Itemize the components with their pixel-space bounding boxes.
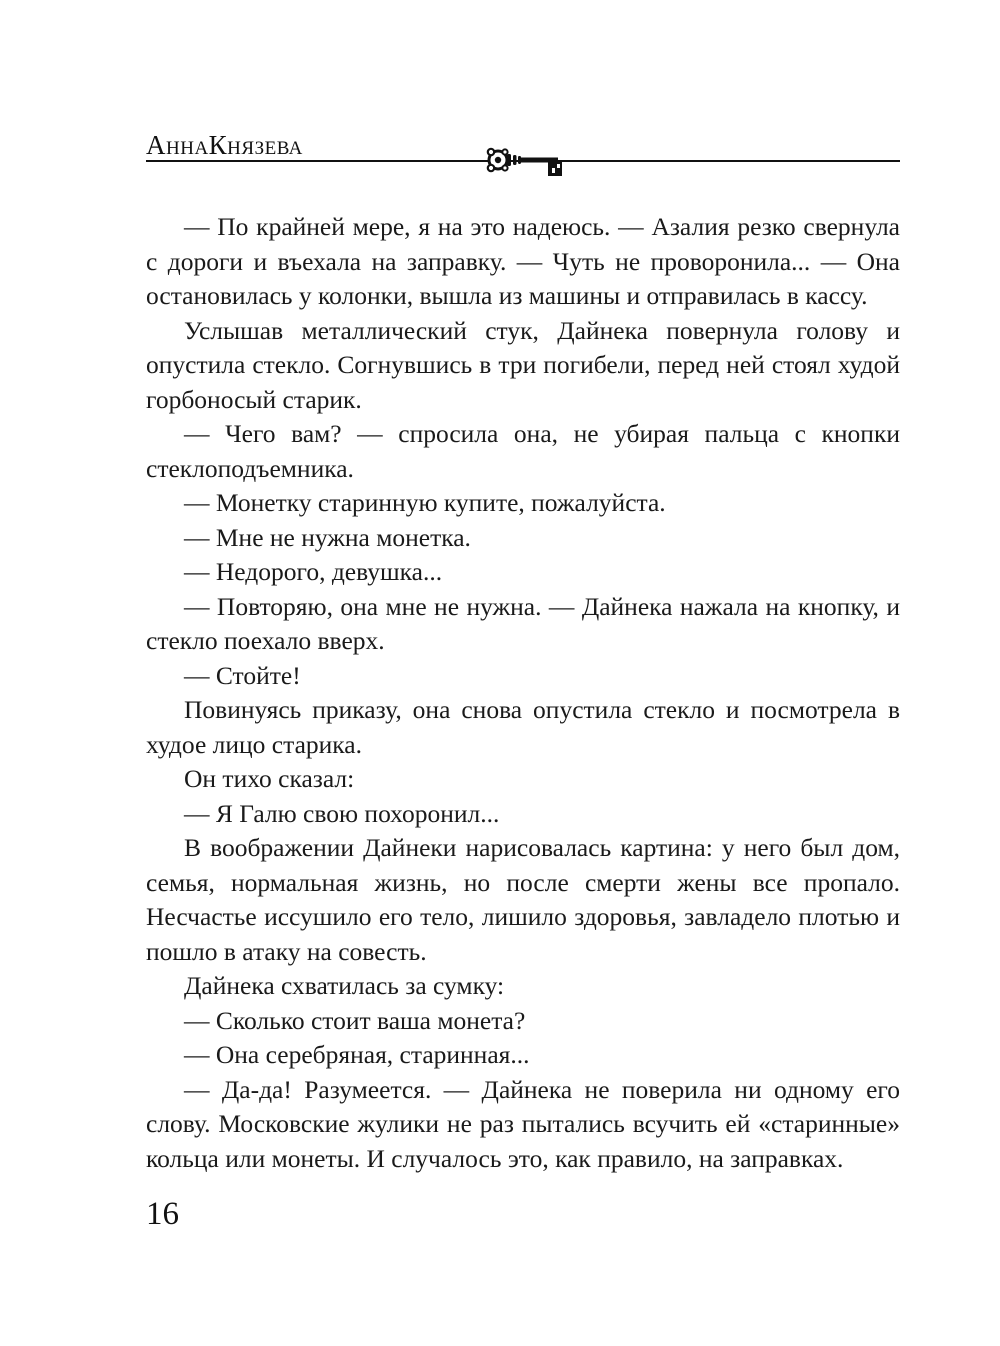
paragraph: Он тихо сказал: bbox=[184, 764, 355, 793]
paragraph: — Недорого, девушка... bbox=[184, 557, 443, 586]
paragraph: Повинуясь приказу, она снова опустила стекло и посмотрела в худое лицо старика. bbox=[146, 695, 900, 759]
paragraph: — Сколько стоит ваша монета? bbox=[184, 1005, 526, 1035]
paragraph: — Я Галю свою похоронил... bbox=[184, 798, 500, 828]
paragraph: В воображении Дайнеки нарисовалась картина: у него был дом, семья, нормальная жизнь, но после смерти жены все пропало. Несчастье иссушило его тело, лишило здоровья, завладело плотью и пошло в атаку на совесть. bbox=[146, 833, 900, 966]
paragraph: — Стойте! bbox=[184, 660, 301, 690]
page-number: 16 bbox=[146, 1196, 179, 1232]
paragraph: — Она серебряная, старинная... bbox=[184, 1040, 530, 1069]
page-body bbox=[146, 210, 900, 1176]
paragraph: — Мне не нужна монетка. bbox=[184, 522, 471, 552]
paragraph: — Чего вам? — спросила она, не убирая пальца с кнопки стеклоподъемника. bbox=[146, 419, 900, 483]
paragraph: — Монетку старинную купите, пожалуйста. bbox=[184, 488, 666, 517]
paragraph: Услышав металлический стук, Дайнека повернула голову и опустила стекло. Согнувшись в три погибели, перед ней стоял худой горбоносый старик. bbox=[146, 315, 900, 414]
running-header bbox=[146, 124, 900, 184]
key-ornament-icon bbox=[486, 144, 578, 184]
paragraph: Дайнека схватилась за сумку: bbox=[184, 971, 505, 1000]
paragraph: — Повторяю, она мне не нужна. — Дайнека нажала на кнопку, и стекло поехало вверх. bbox=[146, 591, 900, 655]
paragraph: — Да-да! Разумеется. — Дайнека не поверила ни одному его слову. Московские жулики не раз пытались всучить ей «старинные» кольца или монеты. И случалось это, как правило, на заправках. bbox=[146, 1074, 900, 1173]
author-name: АннаКнязева bbox=[146, 130, 303, 160]
paragraph: — По крайней мере, я на это надеюсь. — Азалия резко свернула с дороги и въехала на заправку. — Чуть не проворонила... — Она остановилась у колонки, вышла из машины и отправилась в кассу. bbox=[146, 212, 900, 310]
